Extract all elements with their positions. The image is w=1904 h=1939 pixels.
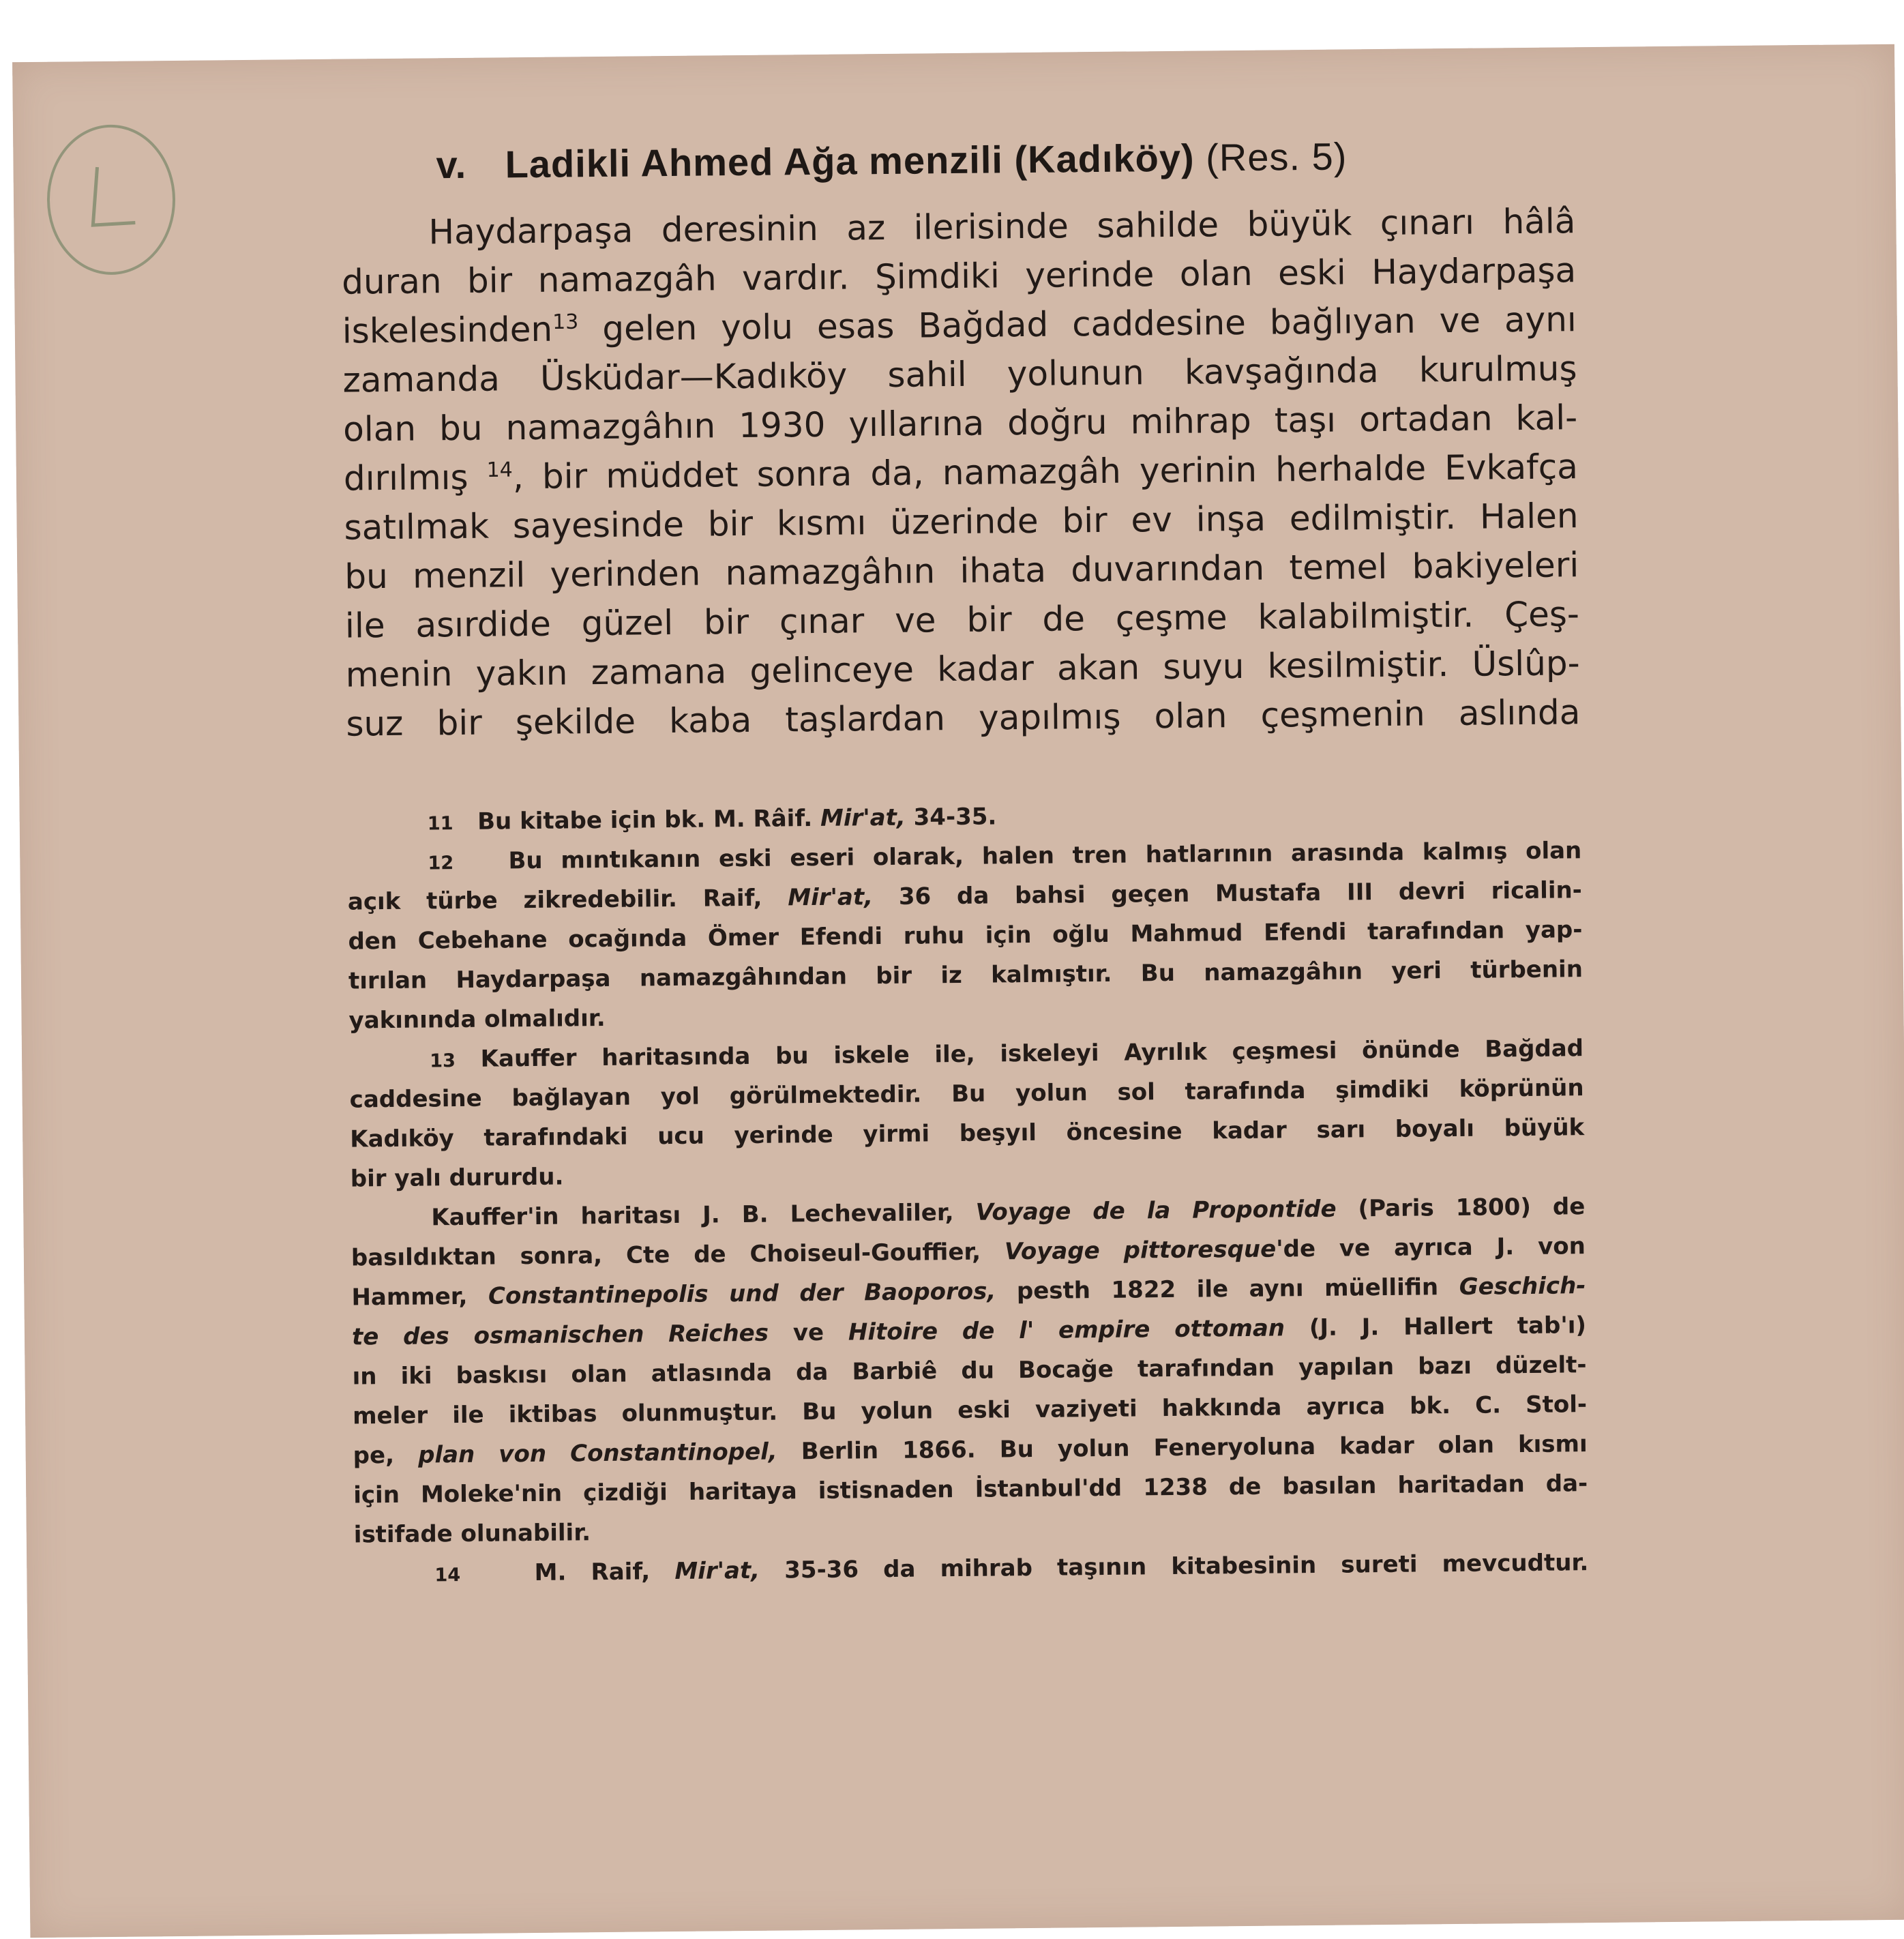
footnote-line: açık türbe zikredebilir. Raif, Mir'at, 36 da bahsi geçen Mustafa III devri ricalin-: [347, 876, 1583, 916]
main-paragraph: [341, 196, 1581, 748]
footnote-line: bir yalı dururdu.: [350, 1163, 564, 1193]
body-line: olan bu namazgâhın 1930 yıllarına doğru mihrap taşı ortadan kal-: [342, 398, 1578, 449]
body-line: bu menzil yerinden namazgâhın ihata duvarından temel bakiyeleri: [344, 545, 1579, 597]
body-line: ile asırdide güzel bir çınar ve bir de çeşme kalabilmiştir. Çeş-: [344, 594, 1580, 646]
footnote-ref: 13: [552, 310, 579, 335]
footnote-line: Hammer, Constantinepolis und der Baoporos, pesth 1822 ile aynı müellifin Geschich-: [351, 1272, 1586, 1312]
footnotes: [347, 791, 1589, 1594]
footnote-line: ın iki baskısı olan atlasında da Barbiê du Bocağe tarafından yapılan bazı düzelt-: [352, 1351, 1587, 1391]
footnote-line: tırılan Haydarpaşa namazgâhından bir iz kalmıştır. Bu namazgâhın yeri türbenin: [348, 956, 1583, 995]
body-line: duran bir namazgâh vardır. Şimdiki yerinde olan eski Haydarpaşa: [341, 250, 1577, 302]
figure-reference: (Res. 5): [1205, 134, 1348, 179]
footnote-line: te des osmanischen Reiches ve Hitoire de l' empire ottoman (J. J. Hallert tab'ı): [351, 1312, 1587, 1351]
footnote-line: istifade olunabilir.: [353, 1519, 591, 1549]
footnote-line: yakınında olmalıdır.: [348, 1004, 606, 1035]
section-title: Ladikli Ahmed Ağa menzili (Kadıköy): [505, 136, 1195, 186]
body-line: Haydarpaşa deresinin az ilerisinde sahilde büyük çınarı hâlâ: [428, 201, 1576, 252]
footnote-14: 14 M. Raif, Mir'at, 35-36 da mihrab taşının kitabesinin sureti mevcudtur.: [434, 1549, 1589, 1586]
body-line: suz bir şekilde kaba taşlardan yapılmış olan çeşmenin aslında: [346, 692, 1581, 744]
body-line: zamanda Üsküdar—Kadıköy sahil yolunun kavşağında kurulmuş: [342, 349, 1577, 400]
footnote-line: meler ile iktibas olunmuştur. Bu yolun eski vaziyeti hakkında ayrıca bk. C. Stol-: [352, 1391, 1588, 1430]
section-number: v.: [436, 143, 467, 187]
document-text: [340, 132, 1588, 1594]
footnote-13: 13 Kauffer haritasında bu iskele ile, iskeleyi Ayrılık çeşmesi önünde Bağdad: [430, 1035, 1584, 1073]
scanned-page: [12, 44, 1904, 1938]
footnote-ref: 14: [486, 458, 513, 482]
body-line: satılmak sayesinde bir kısmı üzerinde bir ev inşa edilmiştir. Halen: [344, 496, 1579, 548]
section-heading: [436, 132, 1575, 187]
footnote-line: için Moleke'nin çizdiği haritaya istisnaden İstanbul'dd 1238 de basılan haritadan da-: [353, 1470, 1588, 1509]
footnote-12: 12 Bu mıntıkanın eski eseri olarak, halen tren hatlarının arasında kalmış olan: [428, 837, 1582, 875]
footnote-line: caddesine bağlayan yol görülmektedir. Bu yolun sol tarafında şimdiki köprünün: [349, 1074, 1584, 1114]
footnote-line: Kadıköy tarafındaki ucu yerinde yirmi beşyıl öncesine kadar sarı boyalı büyük: [350, 1114, 1585, 1153]
footnote-11: 11 Bu kitabe için bk. M. Râif. Mir'at, 34-35.: [427, 803, 997, 835]
body-line: dırılmış $^{14}$, bir müddet sonra da, namazgâh yerinin herhalde Evkafça: [343, 447, 1579, 499]
footnote-line: Kauffer'in haritası J. B. Lechevaliler, Voyage de la Propontide (Paris 1800) de: [431, 1193, 1586, 1232]
body-line: iskelesinden$^{13}$ gelen yolu esas Bağdad caddesine bağlıyan ve aynı: [342, 299, 1577, 351]
footnote-line: basıldıktan sonra, Cte de Choiseul-Gouffier, Voyage pittoresque'de ve ayrıca J. von: [351, 1232, 1586, 1272]
footnote-line: pe, plan von Constantinopel, Berlin 1866. Bu yolun Feneryoluna kadar olan kısmı: [353, 1430, 1588, 1470]
body-line: menin yakın zamana gelinceye kadar akan suyu kesilmiştir. Üslûp-: [345, 643, 1580, 695]
footnote-line: den Cebehane ocağında Ömer Efendi ruhu için oğlu Mahmud Efendi tarafından yap-: [348, 916, 1583, 956]
pencil-circle-annotation: [39, 112, 183, 284]
